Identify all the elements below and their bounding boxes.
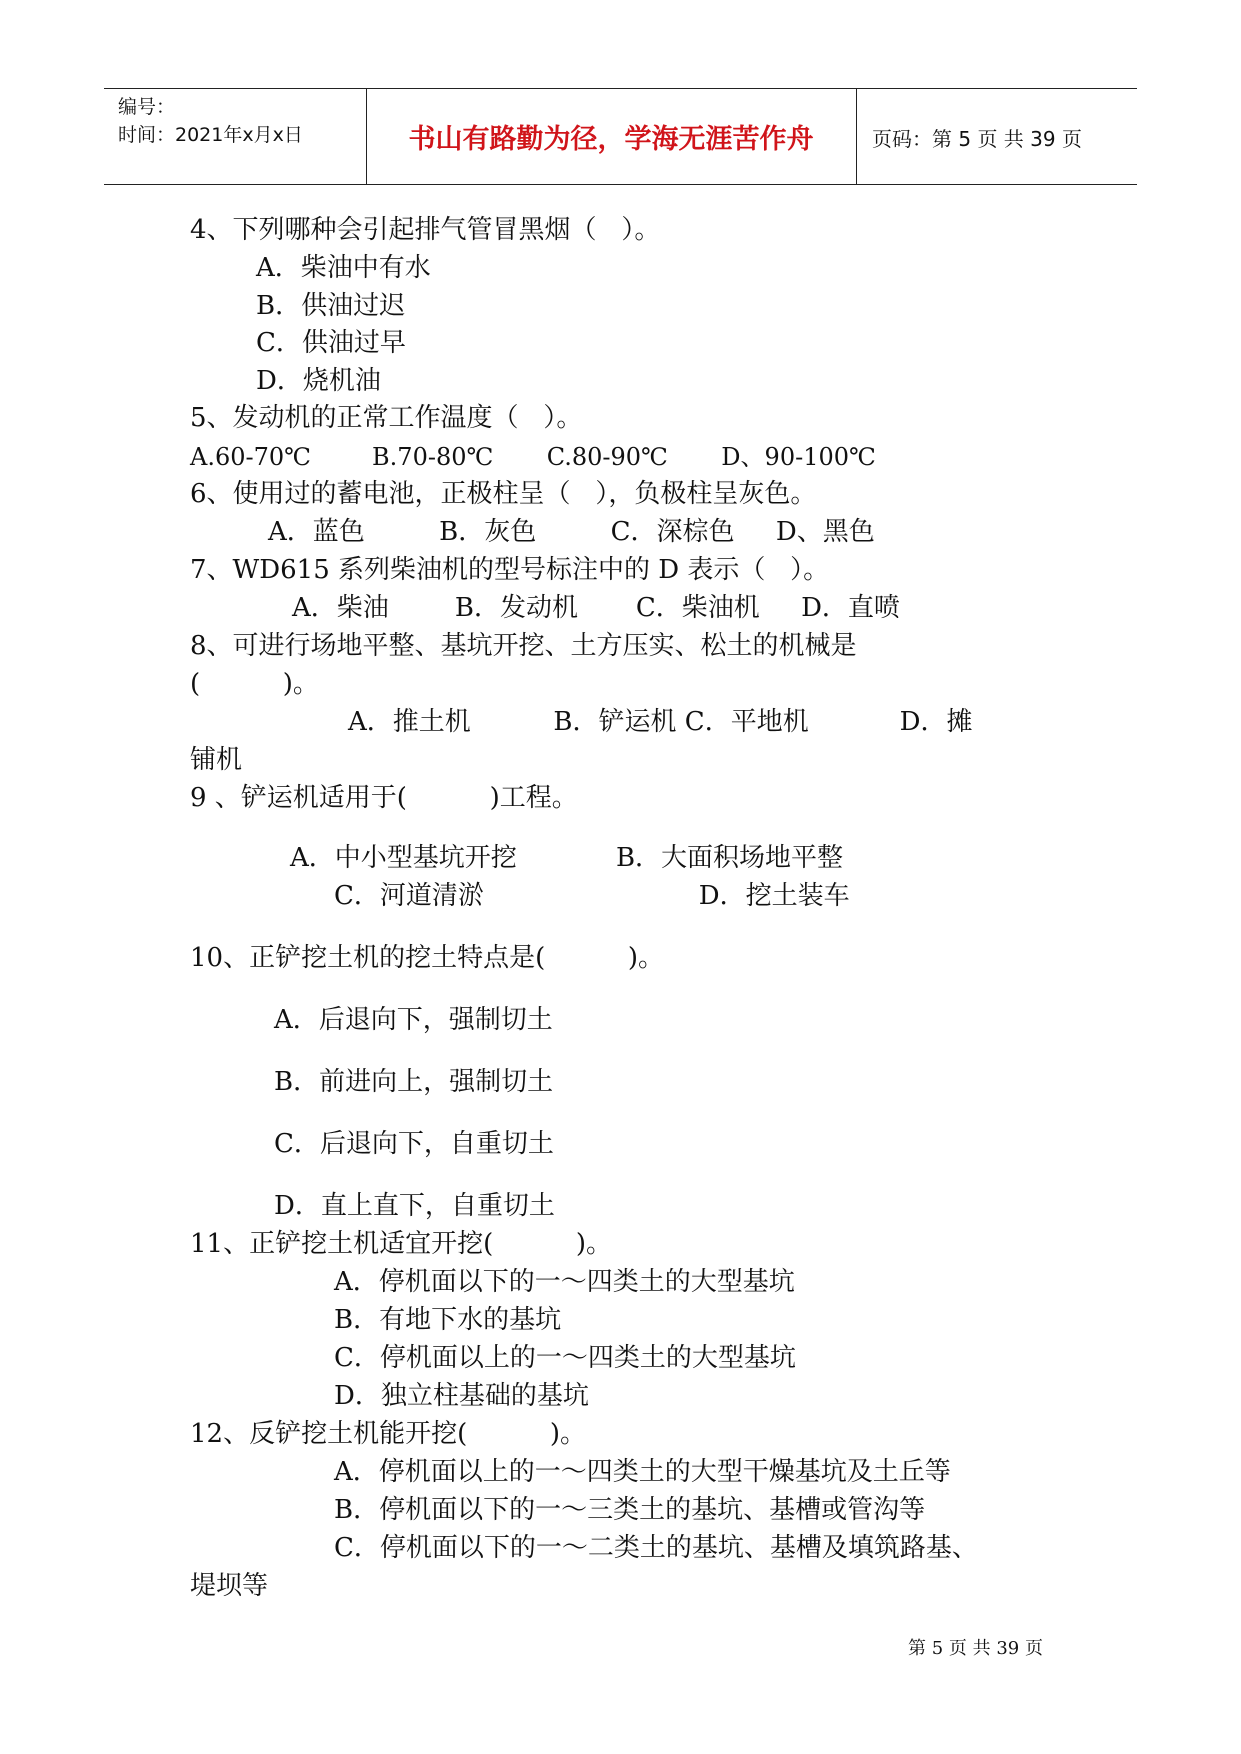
question-6: 6、使用过的蓄电池，正极柱呈（ ），负极柱呈灰色。 [190,479,817,509]
q8-options: A．推土机 B．铲运机 C．平地机 D．摊 [348,707,973,737]
q11-option-d: D．独立柱基础的基坑 [334,1381,589,1411]
q6-options: A．蓝色 B．灰色 C．深棕色 D、黑色 [268,517,875,547]
header-divider-right [856,89,857,184]
q4-option-c: C．供油过早 [256,328,406,358]
header-meta [118,93,303,149]
q10-option-a: A．后退向下，强制切土 [274,1005,553,1035]
header-motto: 书山有路勤为径，学海无涯苦作舟 [408,124,814,155]
question-7: 7、WD615 系列柴油机的型号标注中的 D 表示（ ）。 [190,555,830,585]
q11-option-c: C．停机面以上的一～四类土的大型基坑 [334,1343,796,1373]
q10-option-b: B．前进向上，强制切土 [274,1067,554,1097]
question-4: 4、下列哪种会引起排气管冒黑烟（ ）。 [190,215,661,245]
q4-option-d: D．烧机油 [256,366,381,396]
q10-option-d: D．直上直下，自重切土 [274,1191,555,1221]
q11-option-b: B．有地下水的基坑 [334,1305,562,1335]
question-10: 10、正铲挖土机的挖土特点是( )。 [190,943,665,973]
q5-options: A.60-70℃ B.70-80℃ C.80-90℃ D、90-100℃ [190,443,876,471]
q9-options-cd: C．河道清淤 D．挖土装车 [334,881,850,911]
number-label: 编号： [118,96,176,118]
q4-option-a: A．柴油中有水 [256,253,431,283]
q12-option-c-wrap: 堤坝等 [190,1571,269,1601]
question-8: 8、可进行场地平整、基坑开挖、土方压实、松土的机械是 [190,631,857,661]
q9-options-ab: A．中小型基坑开挖 B．大面积场地平整 [290,843,844,873]
q12-option-c: C．停机面以下的一～二类土的基坑、基槽及填筑路基、 [334,1533,978,1563]
question-8-blank: ( )。 [190,669,319,699]
q4-option-b: B．供油过迟 [256,291,406,321]
question-11: 11、正铲挖土机适宜开挖( )。 [190,1229,613,1259]
q8-option-d-wrap: 铺机 [190,745,243,775]
q7-options: A．柴油 B．发动机 C．柴油机 D．直喷 [292,593,900,623]
q10-option-c: C．后退向下，自重切土 [274,1129,554,1159]
q12-option-b: B．停机面以下的一～三类土的基坑、基槽或管沟等 [334,1495,926,1525]
header-page-label: 页码：第 5 页 共 39 页 [872,127,1082,151]
question-9: 9 、铲运机适用于( )工程。 [190,783,578,813]
question-12: 12、反铲挖土机能开挖( )。 [190,1419,587,1449]
question-5: 5、发动机的正常工作温度（ ）。 [190,403,583,433]
time-line: 时间：2021年x月x日 [118,124,303,146]
page-header [104,88,1137,185]
q11-option-a: A．停机面以下的一～四类土的大型基坑 [334,1267,795,1297]
page-footer: 第 5 页 共 39 页 [908,1638,1043,1659]
q12-option-a: A．停机面以上的一～四类土的大型干燥基坑及土丘等 [334,1457,951,1487]
